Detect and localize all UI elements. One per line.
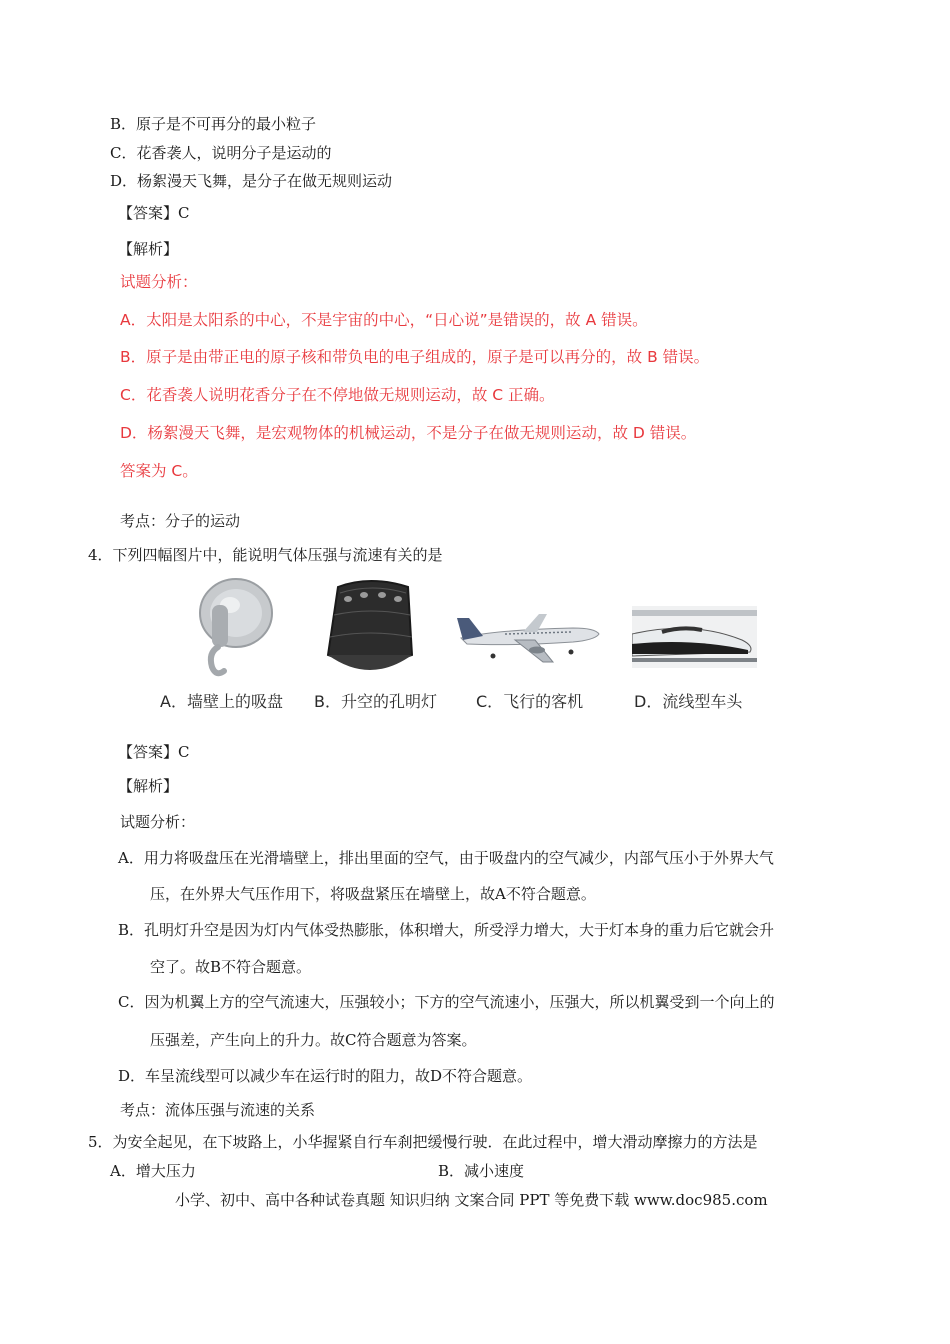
- q5-option-a: A．增大压力: [110, 1162, 196, 1180]
- airliner-image: [453, 600, 603, 670]
- q3-analysis-line: B．原子是由带正电的原子核和带负电的电子组成的，原子是可以再分的，故 B 错误。: [120, 348, 710, 366]
- q3-option-b: B．原子是不可再分的最小粒子: [110, 115, 317, 133]
- q4-answer: 【答案】C: [118, 743, 190, 761]
- q3-analysis-label: 【解析】: [118, 240, 179, 258]
- sky-lantern-image: [320, 575, 418, 685]
- q3-analysis-line: D．杨絮漫天飞舞，是宏观物体的机械运动，不是分子在做无规则运动，故 D 错误。: [120, 424, 697, 442]
- q3-analysis-line: 答案为 C。: [120, 462, 198, 480]
- q3-option-c: C．花香袭人，说明分子是运动的: [110, 144, 332, 162]
- q3-kaodian: 考点：分子的运动: [120, 512, 241, 530]
- q4-kaodian: 考点：流体压强与流速的关系: [120, 1101, 316, 1119]
- q3-analysis-title: 试题分析：: [120, 273, 198, 291]
- q5-option-b: B．减小速度: [438, 1162, 525, 1180]
- streamlined-train-image: [632, 606, 757, 668]
- q3-analysis-line: A．太阳是太阳系的中心，不是宇宙的中心，“日心说”是错误的，故 A 错误。: [120, 311, 648, 329]
- q4-analysis-c-line1: C．因为机翼上方的空气流速大，压强较小；下方的空气流速小，压强大，所以机翼受到一个向上的: [118, 993, 775, 1011]
- q4-analysis-c-line2: 压强差，产生向上的升力。故C符合题意为答案。: [150, 1031, 477, 1049]
- figure-caption-a: A．墙壁上的吸盘: [160, 692, 283, 711]
- q3-analysis-line: C．花香袭人说明花香分子在不停地做无规则运动，故 C 正确。: [120, 386, 555, 404]
- q4-analysis-a-line2: 压，在外界大气压作用下，将吸盘紧压在墙壁上，故A不符合题意。: [150, 885, 596, 903]
- q3-option-d: D．杨絮漫天飞舞，是分子在做无规则运动: [110, 172, 393, 190]
- figure-caption-b: B．升空的孔明灯: [314, 692, 437, 711]
- q4-analysis-title: 试题分析：: [120, 813, 196, 831]
- figure-caption-c: C．飞行的客机: [476, 692, 584, 711]
- suction-cup-image: [190, 575, 280, 685]
- footer-text: 小学、初中、高中各种试卷真题 知识归纳 文案合同 PPT 等免费下载 www.doc985.com: [175, 1191, 768, 1209]
- q5-stem: 5．为安全起见，在下坡路上，小华握紧自行车刹把缓慢行驶．在此过程中，增大滑动摩擦力的方法是: [88, 1133, 758, 1151]
- q4-analysis-d-line1: D．车呈流线型可以减少车在运行时的阻力，故D不符合题意。: [118, 1067, 533, 1085]
- q4-analysis-b-line1: B．孔明灯升空是因为灯内气体受热膨胀，体积增大，所受浮力增大，大于灯本身的重力后它就会升: [118, 921, 775, 939]
- q4-stem: 4．下列四幅图片中，能说明气体压强与流速有关的是: [88, 546, 443, 564]
- q4-analysis-a-line1: A．用力将吸盘压在光滑墙壁上，排出里面的空气，由于吸盘内的空气减少，内部气压小于外界大气: [118, 849, 774, 867]
- figure-caption-d: D．流线型车头: [634, 692, 743, 711]
- q4-analysis-label: 【解析】: [118, 777, 179, 795]
- q4-analysis-b-line2: 空了。故B不符合题意。: [150, 958, 312, 976]
- q3-answer: 【答案】C: [118, 204, 190, 222]
